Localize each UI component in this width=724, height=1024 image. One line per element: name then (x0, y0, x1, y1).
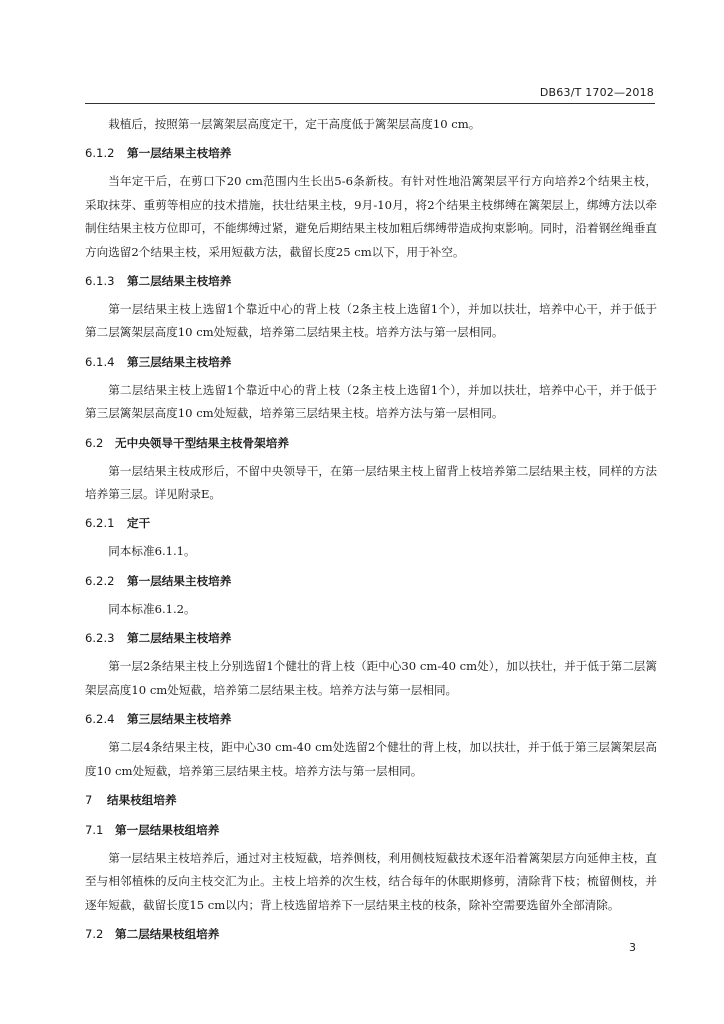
body-paragraph: 同本标准6.1.2。 (108, 601, 196, 616)
section-heading (85, 822, 657, 838)
section-title: 第二层结果主枝培养 (127, 631, 232, 646)
section-title: 第一层结果主枝培养 (127, 573, 232, 588)
standard-code: DB63/T 1702—2018 (539, 86, 654, 99)
body-paragraph: 第二层4条结果主枝，距中心30 cm-40 cm处选留2个健壮的背上枝，加以扶壮，并于低于第三层篱架层高度10 cm处短截，培养第三层结果主枝。培养方法与第一层相同。 (85, 740, 657, 778)
section-number: 7 (85, 792, 93, 807)
section-heading (85, 792, 657, 808)
section-number: 6.2 (85, 435, 104, 450)
section-number: 6.1.2 (85, 146, 115, 161)
body-paragraph: 第一层结果主枝上选留1个靠近中心的背上枝（2条主枝上选留1个），并加以扶壮，培养中心干，并于低于第二层篱架层高度10 cm处短截，培养第二层结果主枝。培养方法与第一层相同。 (85, 302, 657, 340)
section-title: 结果枝组培养 (107, 792, 177, 807)
section-heading (85, 273, 657, 289)
section-title: 无中央领导干型结果主枝骨架培养 (115, 435, 289, 450)
body-paragraph: 第一层结果主枝成形后，不留中央领导干，在第一层结果主枝上留背上枝培养第二层结果主枝，同样的方法培养第三层。详见附录E。 (85, 463, 657, 502)
section-heading (85, 573, 657, 589)
section-number: 6.2.3 (85, 631, 115, 646)
section-title: 第三层结果主枝培养 (127, 354, 232, 369)
section-title: 第二层结果枝组培养 (115, 927, 220, 942)
section-title: 定干 (127, 516, 151, 531)
page-number: 3 (629, 941, 636, 954)
section-title: 第一层结果主枝培养 (127, 146, 232, 161)
section-heading (85, 926, 657, 942)
section-number: 6.1.3 (85, 274, 115, 289)
body-paragraph: 第一层结果主枝培养后，通过对主枝短截，培养侧枝，利用侧枝短截技术逐年沿着篱架层方向延伸主枝，直至与相邻植株的反向主枝交汇为止。主枝上培养的次生枝，结合每年的休眠期修剪，清除背下枝；梳留侧枝，并逐年短截，截留长度15 cm以内；背上枝选留培养下一层结果主枝的枝条，除补空需要选留外全部清除。 (85, 850, 657, 912)
section-title: 第一层结果枝组培养 (115, 822, 220, 837)
section-title: 第二层结果主枝培养 (127, 274, 232, 289)
section-title: 第三层结果主枝培养 (127, 712, 232, 727)
section-heading (85, 145, 657, 161)
header-rule (85, 103, 655, 104)
section-heading (85, 354, 657, 370)
section-number: 7.1 (85, 822, 104, 837)
section-heading (85, 515, 657, 531)
body-paragraph: 当年定干后，在剪口下20 cm范围内生长出5-6条新枝。有针对性地沿篱架层平行方向培养2个结果主枝，采取抹芽、重剪等相应的技术措施，扶壮结果主枝，9月-10月，将2个结果主枝绑缚在篱架层上，绑缚方法以牵制住结果主枝方位即可，不能绑缚过紧，避免后期结果主枝加粗后绑缚带造成拘束影响。同时，沿着钢丝绳垂直方向选留2个结果主枝，采用短截方法，截留长度25 cm以下，用于补空。 (85, 174, 657, 259)
section-number: 6.2.1 (85, 516, 115, 531)
section-heading (85, 435, 657, 451)
section-heading (85, 630, 657, 646)
section-number: 6.1.4 (85, 354, 115, 369)
section-number: 6.2.2 (85, 573, 115, 588)
body-paragraph: 同本标准6.1.1。 (108, 544, 196, 559)
section-number: 6.2.4 (85, 712, 115, 727)
document-body (85, 113, 657, 951)
body-paragraph: 栽植后，按照第一层篱架层高度定干，定干高度低于篱架层高度10 cm。 (108, 117, 481, 131)
section-heading (85, 711, 657, 727)
section-number: 7.2 (85, 927, 104, 942)
body-paragraph: 第一层2条结果主枝上分别选留1个健壮的背上枝（距中心30 cm-40 cm处），加以扶壮，并于低于第二层篱架层高度10 cm处短截，培养第二层结果主枝。培养方法与第一层相同。 (85, 659, 657, 697)
body-paragraph: 第二层结果主枝上选留1个靠近中心的背上枝（2条主枝上选留1个），并加以扶壮，培养中心干，并于低于第三层篱架层高度10 cm处短截，培养第三层结果主枝。培养方法与第一层相同。 (85, 382, 657, 421)
